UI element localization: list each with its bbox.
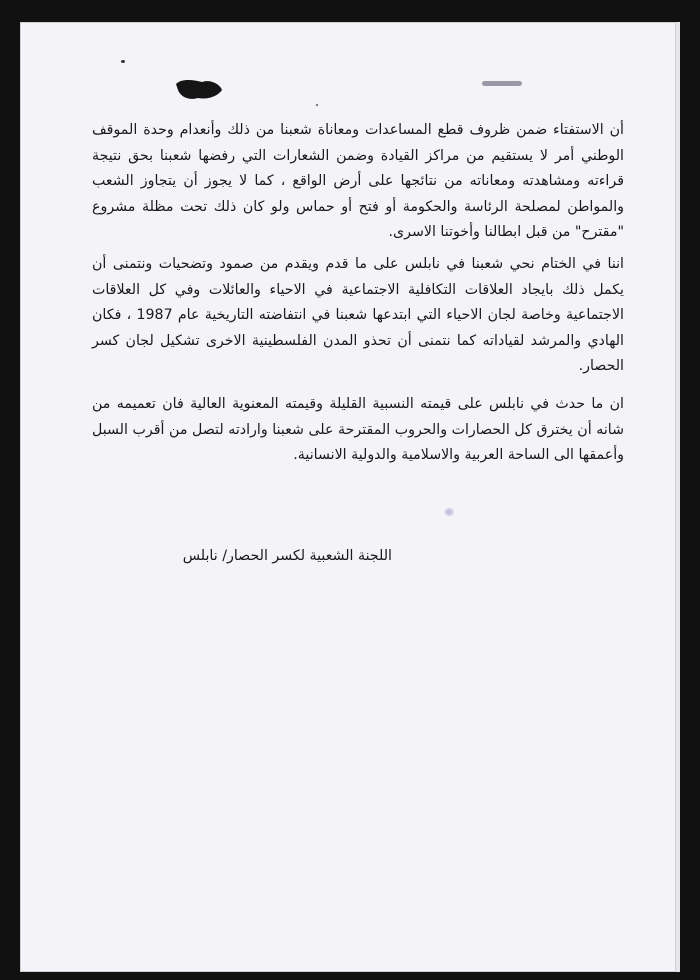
ink-blot-mark [174,76,224,102]
page-edge [676,22,680,972]
paragraph-referendum: أن الاستفتاء ضمن ظروف قطع المساعدات ومعاناة شعبنا من ذلك وأنعدام وحدة الموقف الوطني أمر لا يستقيم من مراكز القيادة وضمن الشعارات التي رفضها شعبنا بحق نتيجة قراءته ومشاهدته ومعاناته من نتائجها على أرض الواقع ، كما لا يجوز أن يتجاوز الشعب والمواطن لمصلحة الرئاسة والحكومة أو فتح أو حماس ولو كان ذلك تحت مظلة مشروع "مقترح" من قبل ابطالنا وأخوتنا الاسرى. [92,122,624,240]
staple-mark [482,81,522,86]
ink-dot [316,104,318,106]
paragraph-nablus: ان ما حدث في نابلس على قيمته النسبية القليلة وقيمته المعنوية العالية فان تعميمه من شانه أن يخترق كل الحصارات والحروب المقترحة على شعبنا وارادته لتصل من أقرب السبل وأعمقها الى الساحة العربية والاسلامية والدولية الانسانية. [92,396,624,463]
ink-dot [121,60,125,63]
paragraph-conclusion: اننا في الختام نحي شعبنا في نابلس على ما قدم ويقدم من صمود وتضحيات ونتمنى أن يكمل ذلك بايجاد العلاقات التكافلية الاجتماعية في الاحياء والعائلات وفي كل العلاقات الاجتماعية وخاصة لجان الاحياء التي ابتدعها شعبنا في انتفاضته التاريخية عام 1987 ، فكان الهادي والمرشد لقياداته كما نتمنى أن تحذو المدن الفلسطينية الاخرى تشكيل لجان كسر الحصار. [92,256,624,374]
signature-committee: اللجنة الشعبية لكسر الحصار/ نابلس [182,548,392,564]
ink-smudge [444,508,454,516]
